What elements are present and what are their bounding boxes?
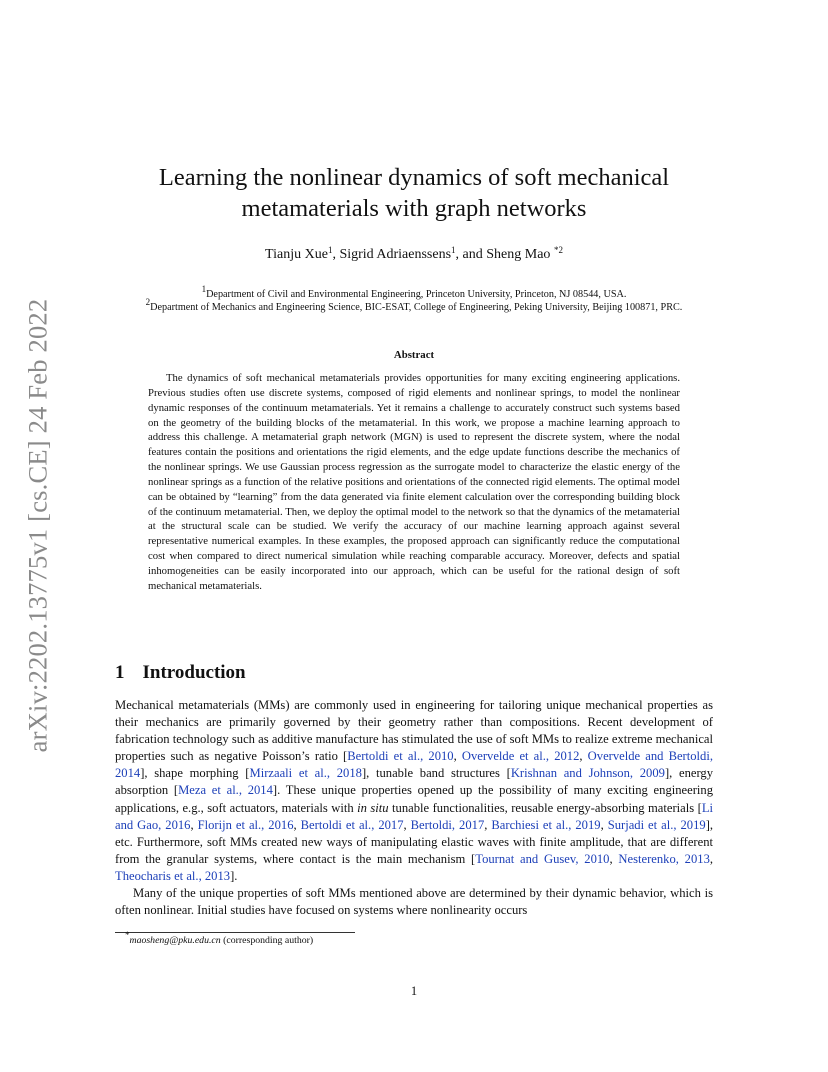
author-affil-mark: *2 — [553, 245, 563, 255]
affiliation-1 — [112, 284, 716, 301]
intro-paragraph-2: Many of the unique properties of soft MMs mentioned above are determined by their dynamic behavior, which is often nonlinear. Initial studies have focused on systems where nonlinearity occurs — [115, 886, 713, 918]
section-heading — [115, 662, 246, 684]
body-text: , — [403, 817, 411, 832]
citation-link[interactable]: Barchiesi et al., 2019 — [491, 817, 601, 832]
italic-text: in situ — [357, 800, 389, 815]
body-text: , — [190, 817, 198, 832]
body-text: tunable functionalities, reusable energy-absorbing materials [ — [388, 800, 702, 815]
section-number: 1 — [115, 662, 125, 683]
body-text: ], energy absorption [ — [115, 766, 714, 798]
footnote-note: (corresponding author) — [220, 935, 314, 946]
arxiv-identifier-text: arXiv:2202.13775v1 [cs.CE] 24 Feb 2022 — [22, 298, 53, 752]
citation-link[interactable]: Bertoldi et al., 2017 — [300, 817, 404, 832]
citation-link[interactable]: Li and Gao, 2016 — [115, 800, 714, 832]
abstract-heading: Abstract — [393, 349, 435, 361]
body-text: Mechanical metamaterials (MMs) are commonly used in engineering for tailoring unique mechanical properties as their mechanics are primarily governed by their geometry rather than compositions. Recent development of fabrication technology such as additive manufacture has stimulated the use of soft MMs to realize extreme mechanical properties such as negative Poisson’s ratio [ — [115, 698, 713, 764]
body-text: , — [579, 749, 588, 764]
citation-link[interactable]: Bertoldi, 2017 — [410, 817, 485, 832]
author-affil-mark: 1 — [451, 245, 456, 255]
body-text: , — [484, 817, 492, 832]
footnote-email[interactable]: maosheng@pku.edu.cn — [129, 935, 221, 946]
affiliation-mark: 1 — [201, 284, 207, 294]
citation-link[interactable]: Overvelde and Bertoldi, 2014 — [115, 749, 713, 781]
author-name: Sheng Mao — [486, 247, 551, 262]
body-text: ], etc. Furthermore, soft MMs created new ways of manipulating elastic waves with finite amplitude, that are different from the granular systems, where contact is the main mechanism [ — [115, 817, 714, 866]
author-separator: , and — [455, 247, 487, 262]
footnote-rule — [115, 932, 355, 933]
author-list — [90, 247, 738, 263]
body-text: ], tunable band structures [ — [361, 766, 511, 781]
citation-link[interactable]: Overvelde et al., 2012 — [461, 749, 580, 764]
introduction-text — [115, 697, 713, 919]
affiliation-text: Department of Mechanics and Engineering Science, BIC-ESAT, College of Engineering, Peking University, Beijing 100871, PRC. — [150, 302, 683, 314]
citation-link[interactable]: Bertoldi et al., 2010 — [347, 749, 454, 764]
section-title: Introduction — [142, 662, 246, 683]
citation-link[interactable]: Nesterenko, 2013 — [618, 851, 710, 866]
affiliation-mark: 2 — [145, 297, 151, 308]
affiliation-2 — [112, 297, 716, 314]
affiliation-text: Department of Civil and Environmental Engineering, Princeton University, Princeton, NJ 08544, USA. — [206, 289, 627, 300]
author-name: Tianju Xue — [265, 247, 328, 262]
citation-link[interactable]: Theocharis et al., 2013 — [115, 868, 231, 883]
citation-link[interactable]: Mirzaali et al., 2018 — [249, 766, 362, 781]
author-affil-mark: 1 — [327, 245, 333, 255]
abstract-body: The dynamics of soft mechanical metamaterials provides opportunities for many exciting engineering applications. Previous studies often use discrete systems, composed of rigid elements and nonlinear springs, to model the nonlinear dynamic responses of the continuum metamaterials. Yet it remains a challenge to accurately construct such systems based on the geometry of the building blocks of the metamaterial. In this work, we propose a machine learning approach to address this challenge. A metamaterial graph network (MGN) is used to represent the discrete system, where the nodal features contain the positions and orientations the rigid elements, and the edge update functions describe the mechanics of the nonlinear springs. We use Gaussian process regression as the surrogate model to characterize the elastic energy of the nonlinear springs as a function of the relative positions and orientations of the connected rigid elements. The optimal model can be obtained by “learning” from the data generated via finite element calculation over the corresponding building block of the continuum metamaterial. Then, we deploy the optimal model to the network so that the dynamics of the metamaterial at the structural scale can be studied. We verify the accuracy of our machine learning approach against several representative numerical examples. In these examples, the proposed approach can significantly reduce the computational cost when compared to direct numerical simulation while reaching comparable accuracy. Moreover, defects and spatial inhomogeneities can be easily incorporated into our approach, which can be useful for the rational design of soft mechanical metamaterials. — [148, 372, 680, 592]
affiliations — [112, 284, 716, 314]
footnote-mark: * — [125, 930, 130, 940]
citation-link[interactable]: Surjadi et al., 2019 — [607, 817, 706, 832]
page-number: 1 — [410, 984, 418, 998]
title-line-2: metamaterials with graph networks — [241, 195, 587, 222]
body-text: , — [600, 817, 608, 832]
citation-link[interactable]: Florijn et al., 2016 — [197, 817, 294, 832]
author-separator: , — [332, 247, 340, 262]
citation-link[interactable]: Tournat and Gusev, 2010 — [475, 851, 610, 866]
body-text: , — [609, 851, 619, 866]
author-name: Sigrid Adriaenssens — [339, 247, 452, 262]
footnote — [125, 930, 314, 946]
body-text: , — [709, 851, 714, 866]
arxiv-identifier — [18, 290, 58, 760]
body-text: , — [293, 817, 301, 832]
paper-title — [90, 162, 738, 224]
body-text: ]. These unique properties opened up the possibility of many exciting engineering applications, e.g., soft actuators, materials with — [115, 783, 714, 815]
citation-link[interactable]: Krishnan and Johnson, 2009 — [510, 766, 665, 781]
body-text: ]. — [230, 868, 238, 883]
title-line-1: Learning the nonlinear dynamics of soft mechanical — [158, 164, 670, 191]
body-text: ], shape morphing [ — [140, 766, 250, 781]
body-text: , — [453, 749, 462, 764]
citation-link[interactable]: Meza et al., 2014 — [178, 783, 273, 798]
intro-paragraph-1 — [115, 697, 713, 885]
